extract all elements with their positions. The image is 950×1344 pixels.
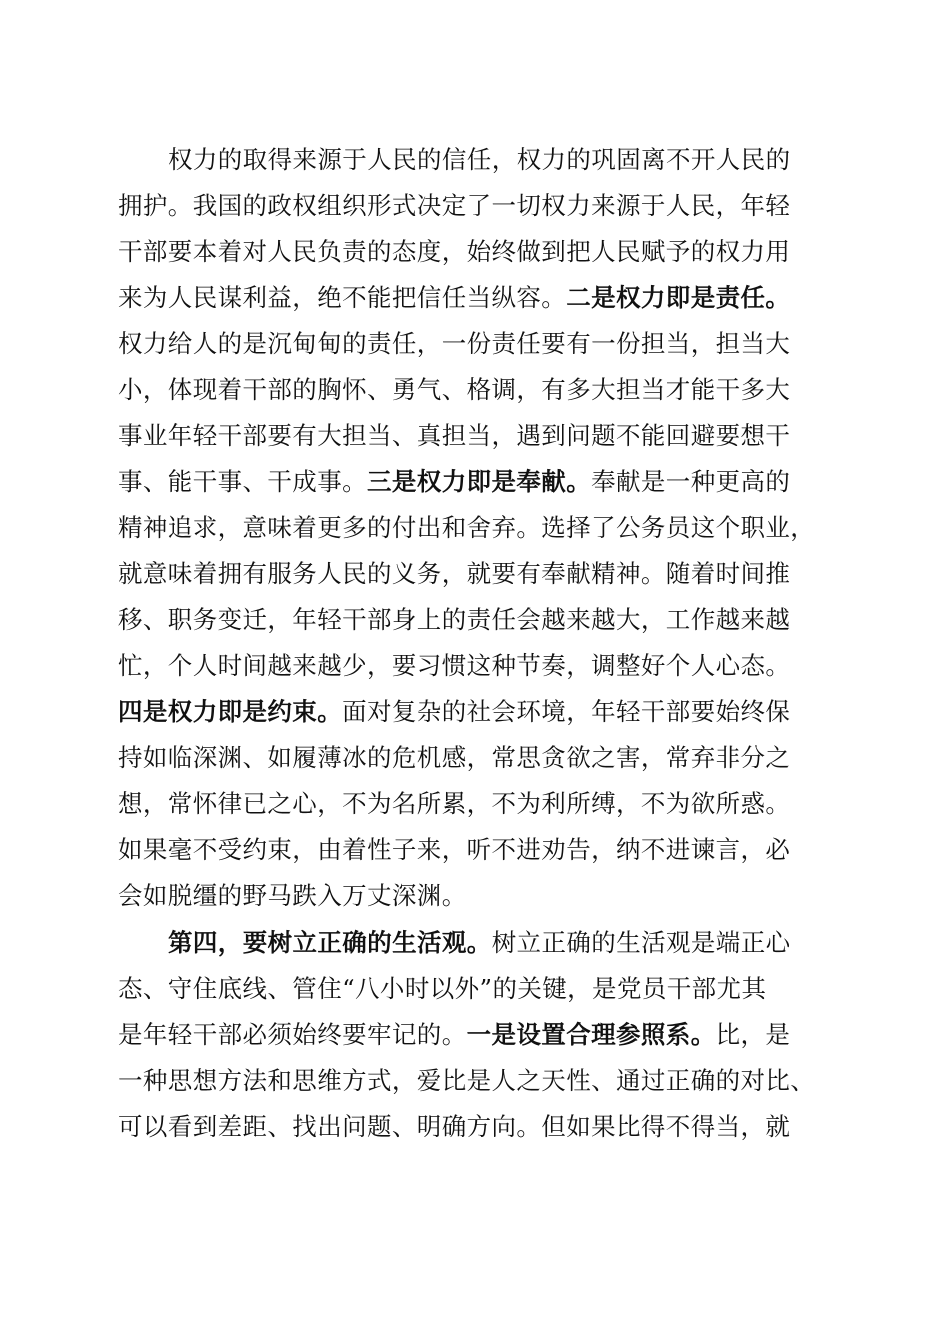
text-run: 一种思想方法和思维方式，爱比是人之天性、通过正确的对比、 — [118, 1066, 816, 1095]
text-run: 奉献是一种更高的 — [591, 467, 791, 496]
text-run: 可以看到差距、找出问题、明确方向。但如果比得不得当，就 — [118, 1112, 791, 1141]
text-run: 拥护。我国的政权组织形式决定了一切权力来源于人民，年轻 — [118, 191, 791, 220]
bold-heading: 二是权力即是责任。 — [566, 283, 791, 312]
text-line — [118, 643, 838, 689]
text-run: 移、职务变迁，年轻干部身上的责任会越来越大，工作越来越 — [118, 605, 791, 634]
text-line — [118, 689, 838, 735]
text-line — [118, 275, 838, 321]
text-run: 就意味着拥有服务人民的义务，就要有奉献精神。随着时间推 — [118, 559, 791, 588]
text-line — [118, 597, 838, 643]
text-run: 面对复杂的社会环境，年轻干部要始终保 — [342, 697, 791, 726]
text-run: 事、能干事、干成事。 — [118, 467, 367, 496]
text-run: 是年轻干部必须始终要牢记的。 — [118, 1020, 467, 1049]
text-run: 权力给人的是沉甸甸的责任，一份责任要有一份担当，担当大 — [118, 329, 791, 358]
text-line — [118, 1104, 838, 1150]
text-run: 小，体现着干部的胸怀、勇气、格调，有多大担当才能干多大 — [118, 375, 791, 404]
text-line — [118, 321, 838, 367]
text-run: 树立正确的生活观是端正心 — [491, 928, 791, 957]
bold-heading: 一是设置合理参照系。 — [466, 1020, 716, 1049]
text-line — [118, 229, 838, 275]
text-line — [168, 920, 838, 966]
text-line — [118, 505, 838, 551]
text-line — [118, 183, 838, 229]
text-line — [118, 413, 838, 459]
text-line — [118, 827, 838, 873]
text-run: 比，是 — [715, 1020, 791, 1049]
text-line — [118, 459, 838, 505]
text-line — [118, 966, 838, 1012]
text-run: 想，常怀律已之心，不为名所累，不为利所缚，不为欲所惑。 — [118, 789, 791, 818]
text-line — [118, 1058, 838, 1104]
bold-heading: 四是权力即是约束。 — [118, 697, 343, 726]
text-run: 忙，个人时间越来越少，要习惯这种节奏，调整好个人心态。 — [118, 651, 791, 680]
text-line — [118, 781, 838, 827]
text-run: 权力的取得来源于人民的信任，权力的巩固离不开人民的 — [168, 145, 791, 174]
text-run: 如果毫不受约束，由着性子来，听不进劝告，纳不进谏言，必 — [118, 835, 791, 864]
text-line — [118, 551, 838, 597]
text-run: 态、守住底线、管住“八小时以外”的关键，是党员干部尤其 — [118, 974, 767, 1003]
text-line — [118, 367, 838, 413]
text-line — [118, 873, 838, 919]
text-line — [118, 735, 838, 781]
text-run: 干部要本着对人民负责的态度，始终做到把人民赋予的权力用 — [118, 237, 791, 266]
text-run: 精神追求，意味着更多的付出和舍弃。选择了公务员这个职业， — [118, 513, 816, 542]
text-run: 会如脱缰的野马跌入万丈深渊。 — [118, 881, 467, 910]
bold-heading: 第四，要树立正确的生活观。 — [168, 928, 492, 957]
text-run: 事业年轻干部要有大担当、真担当，遇到问题不能回避要想干 — [118, 421, 791, 450]
text-run: 来为人民谋利益，绝不能把信任当纵容。 — [118, 283, 567, 312]
text-line — [118, 1012, 838, 1058]
text-run: 持如临深渊、如履薄冰的危机感，常思贪欲之害，常弃非分之 — [118, 743, 791, 772]
text-line — [168, 137, 838, 183]
bold-heading: 三是权力即是奉献。 — [367, 467, 592, 496]
